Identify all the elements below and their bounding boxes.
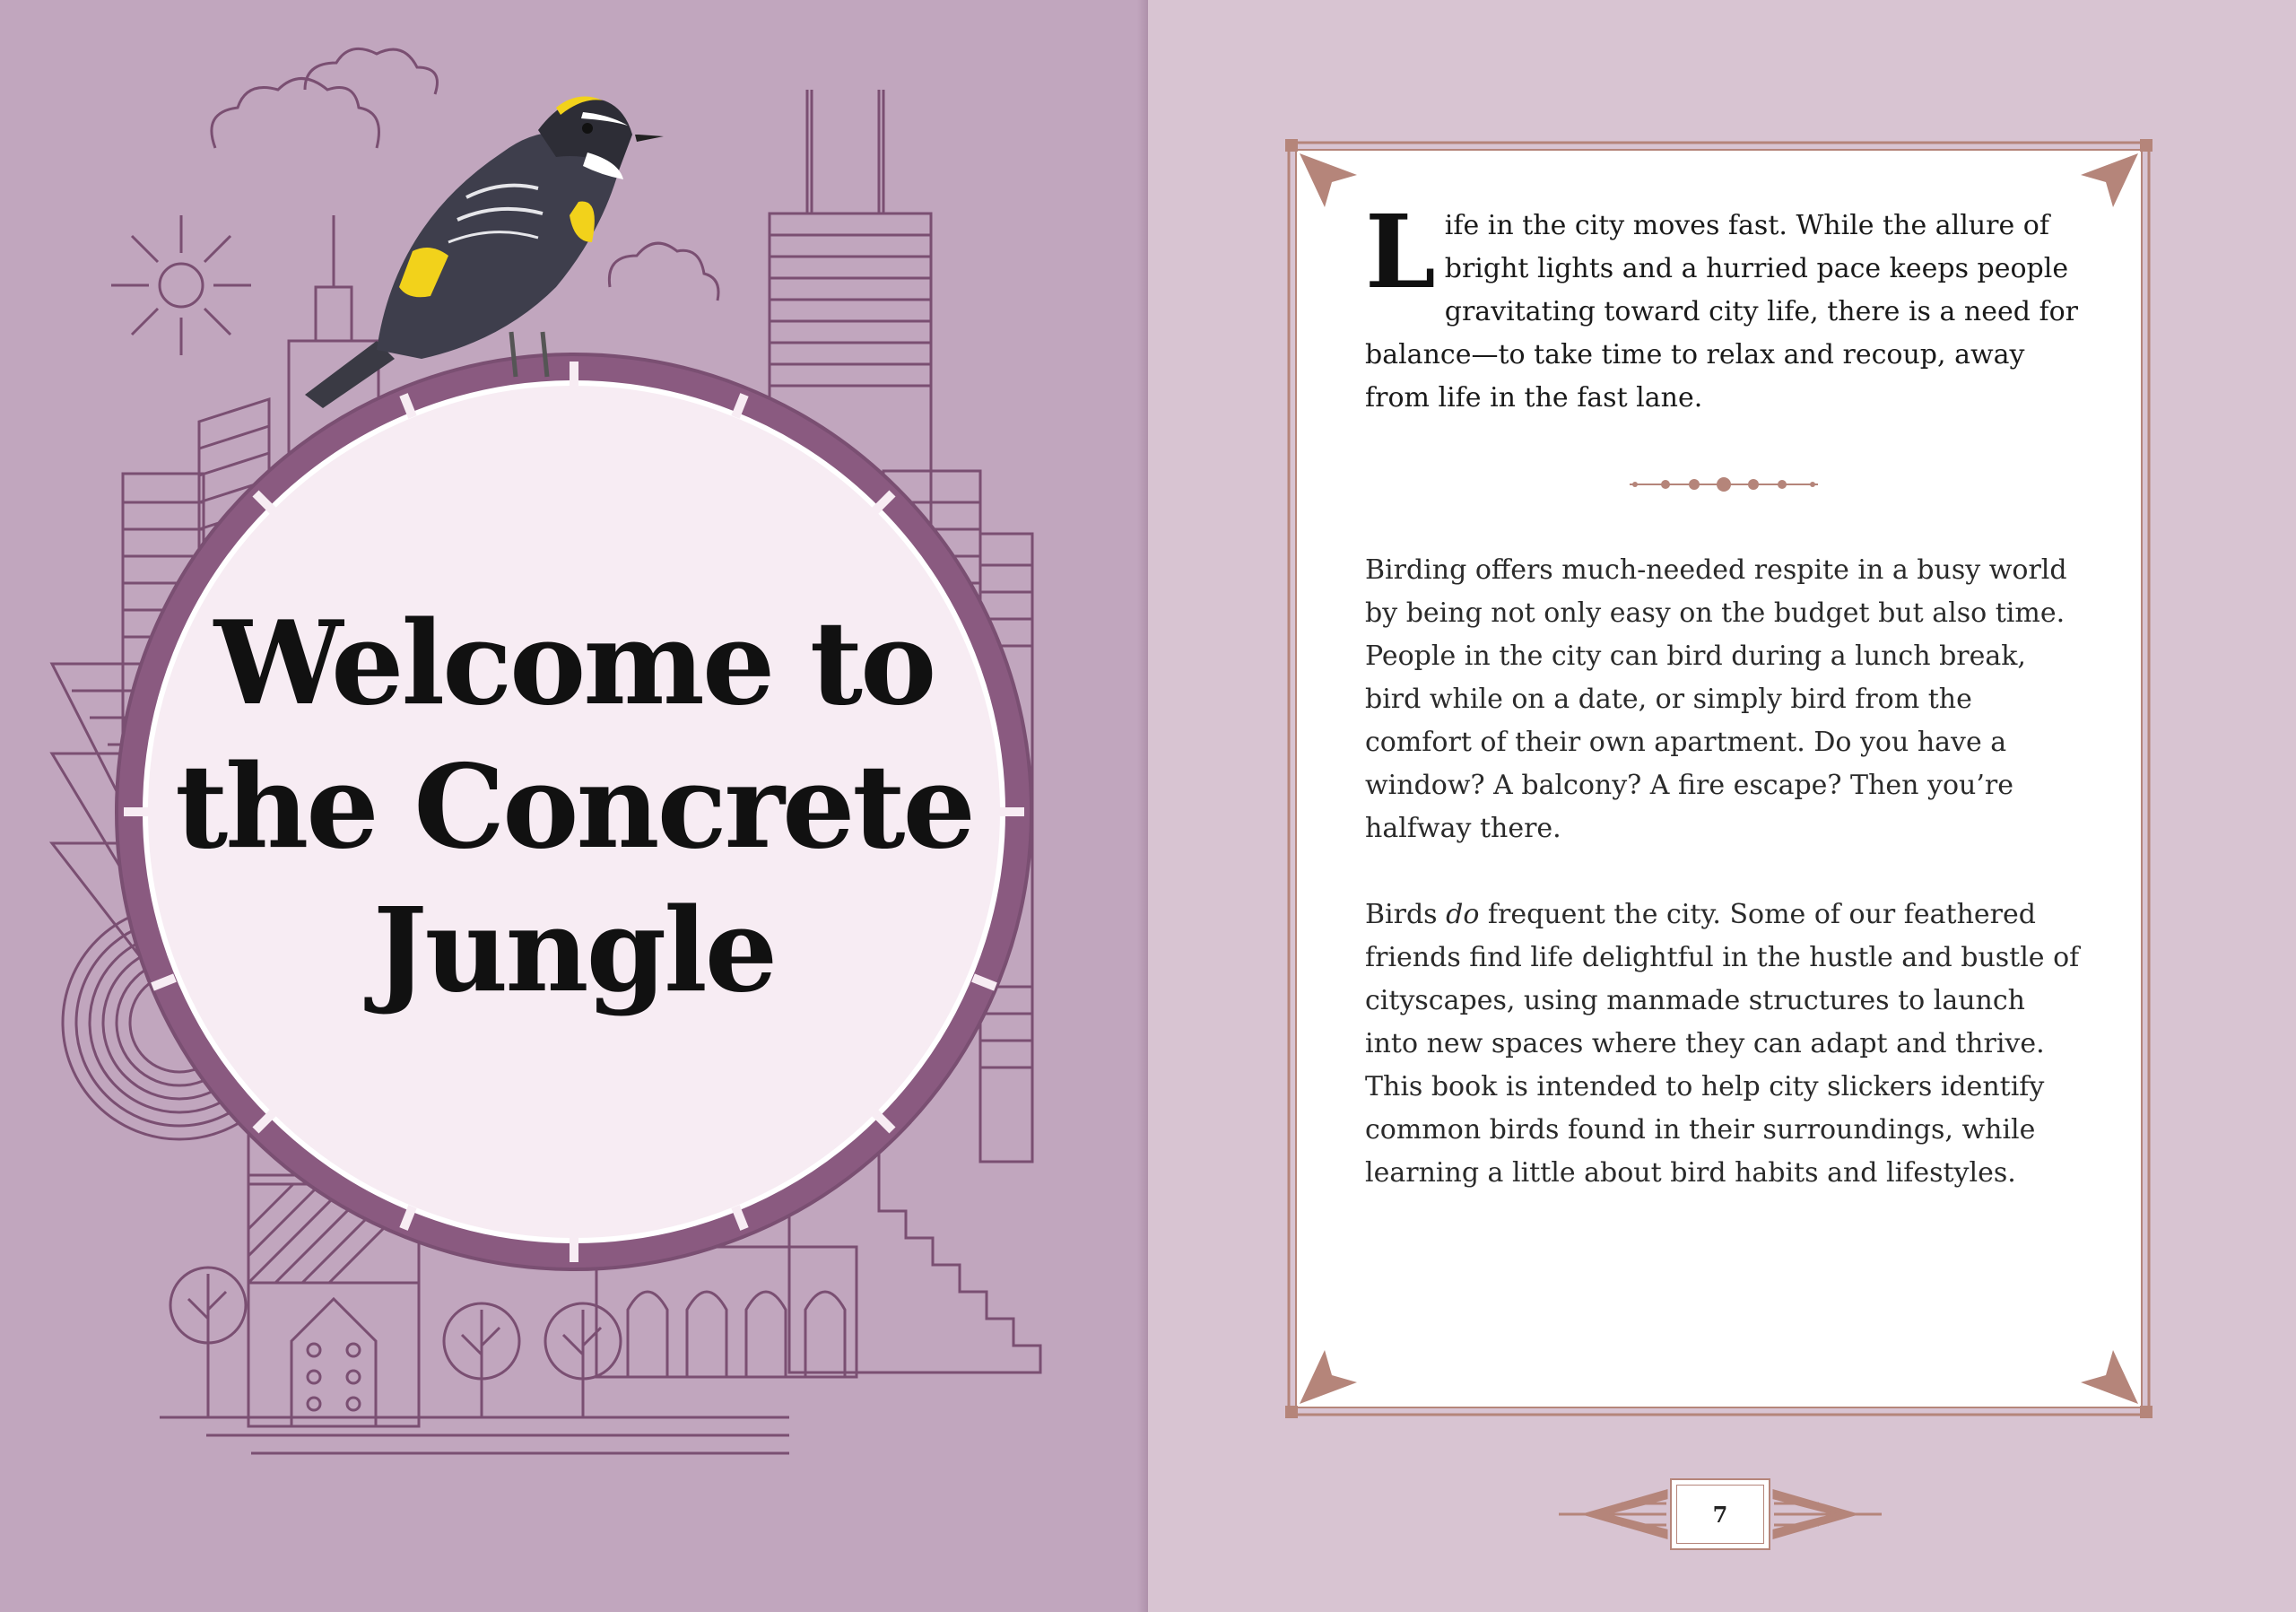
tree-icon [545,1303,621,1417]
paragraph-text: frequent the city. Some of our feathered friends find life delightful in the hustle and bustle of cityscapes, using manmade structures to launch into new spaces where they can adapt and thrive. This book is intended to help city slickers identify common birds found in their surroundings, while learning a little about bird habits and lifestyles. [1365,899,2080,1189]
drop-cap: L [1365,194,1436,311]
intro-paragraph [1365,194,2083,420]
chapter-title [161,592,987,1023]
title-line: Jungle [372,884,776,1018]
page-number [1670,1478,1770,1550]
tree-icon [444,1303,519,1417]
sun-icon [111,215,251,355]
emphasis-text: do [1446,899,1480,930]
title-line: the Concrete [175,740,973,875]
page-number-text: 7 [1712,1501,1728,1528]
intro-text: ife in the city moves fast. While the allure of bright lights and a hurried pace keeps people gravitating toward city life, there is a need for balance—to take time to relax and recoup, away from life in the fast lane. [1365,210,2078,414]
tree-icon [170,1268,246,1417]
body-text-column [1365,194,2083,1195]
cloud-icon [609,243,718,301]
body-paragraph: Birding offers much-needed respite in a busy world by being not only easy on the budget but also time. People in the city can bird during a lunch break, bird while on a date, or simply bird from the comfort of their own apartment. Do you have a window? A balcony? A fire escape? Then you’re halfway there. [1365,554,2067,844]
title-line: Welcome to [213,597,935,731]
cloud-icon [212,79,379,149]
body-paragraph [1365,893,2083,1195]
paragraph-text: Birds [1365,899,1447,930]
dot-divider-icon [1630,475,1818,493]
